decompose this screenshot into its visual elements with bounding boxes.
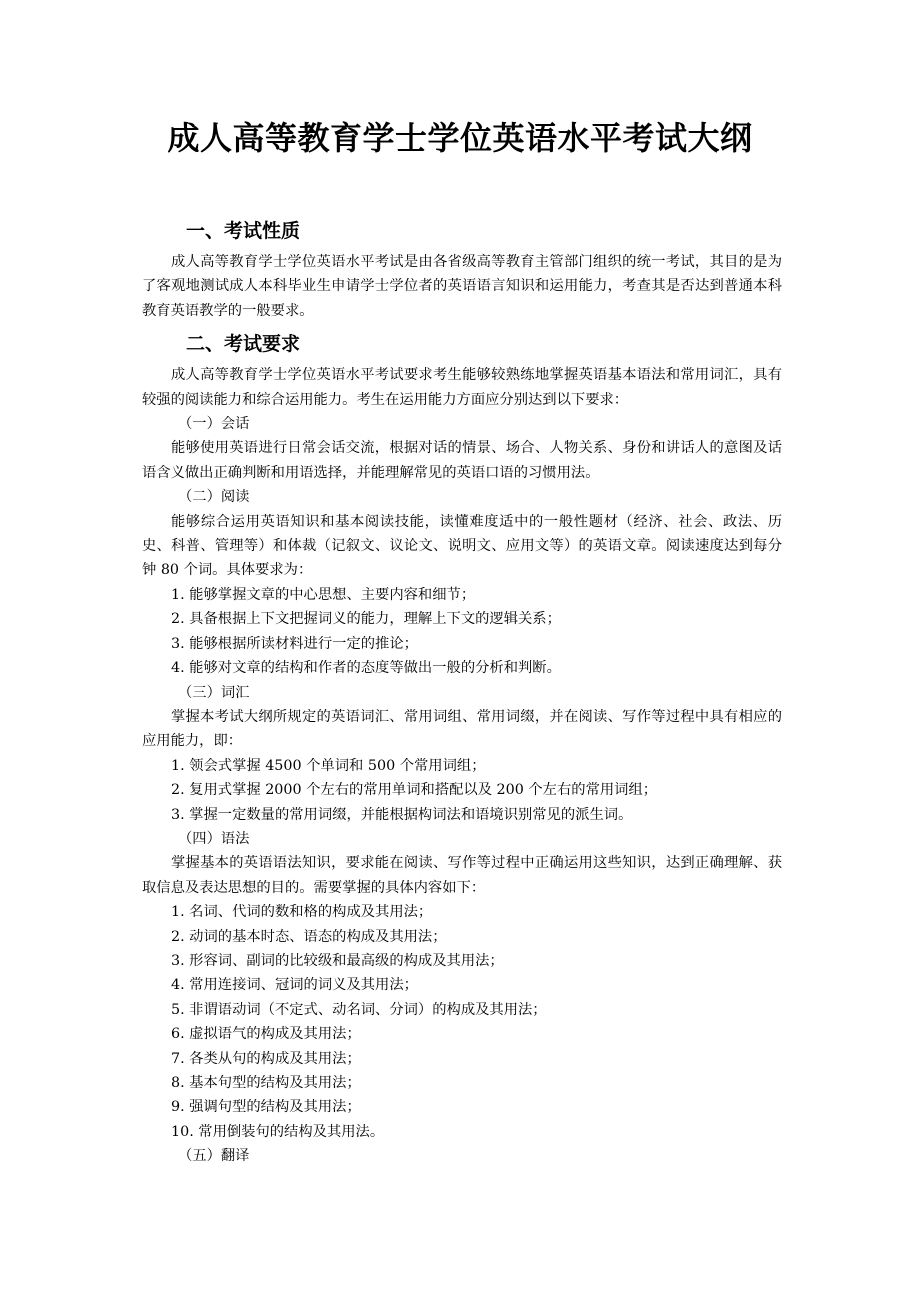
section-heading-exam-nature: 一、考试性质	[186, 220, 301, 242]
list-item: 1. 名词、代词的数和格的构成及其用法；	[171, 904, 433, 921]
list-item: 3. 形容词、副词的比较级和最高级的构成及其用法；	[171, 952, 504, 969]
subheading-vocabulary: （三）词汇	[178, 684, 250, 701]
list-item: 2. 具备根据上下文把握词义的能力，理解上下文的逻辑关系；	[171, 611, 561, 628]
list-item: 3. 能够根据所读材料进行一定的推论；	[171, 635, 418, 652]
paragraph-reading: 能够综合运用英语知识和基本阅读技能，读懂难度适中的一般性题材（经济、社会、政法、历史、科普、管理等）和体裁（记叙文、议论文、说明文、应用文等）的英语文章。阅读速度达到每分钟 80 个词。具体要求为：	[142, 513, 782, 579]
paragraph-conversation: 能够使用英语进行日常会话交流，根据对话的情景、场合、人物关系、身份和讲话人的意图及话语含义做出正确判断和用语选择，并能理解常见的英语口语的习惯用法。	[142, 440, 782, 481]
subheading-grammar: （四）语法	[178, 830, 250, 847]
paragraph-exam-nature: 成人高等教育学士学位英语水平考试是由各省级高等教育主管部门组织的统一考试，其目的是为了客观地测试成人本科毕业生申请学士学位者的英语语言知识和运用能力，考查其是否达到普通本科教育英语教学的一般要求。	[142, 254, 782, 319]
list-item: 1. 领会式掌握 4500 个单词和 500 个常用词组；	[171, 757, 486, 774]
paragraph-requirements-intro: 成人高等教育学士学位英语水平考试要求考生能够较熟练地掌握英语基本语法和常用词汇，具有较强的阅读能力和综合运用能力。考生在运用能力方面应分别达到以下要求：	[142, 367, 782, 408]
document-body	[142, 212, 782, 1169]
list-item: 10. 常用倒装句的结构及其用法。	[171, 1123, 385, 1140]
list-item: 4. 常用连接词、冠词的词义及其用法；	[171, 977, 418, 994]
document-title: 成人高等教育学士学位英语水平考试大纲	[167, 119, 753, 157]
subheading-conversation: （一）会话	[178, 416, 250, 433]
list-item: 9. 强调句型的结构及其用法；	[171, 1099, 361, 1116]
list-item: 6. 虚拟语气的构成及其用法；	[171, 1026, 361, 1043]
list-item: 7. 各类从句的构成及其用法；	[171, 1050, 361, 1067]
paragraph-grammar: 掌握基本的英语语法知识，要求能在阅读、写作等过程中正确运用这些知识，达到正确理解、获取信息及表达思想的目的。需要掌握的具体内容如下：	[142, 855, 782, 896]
list-item: 2. 复用式掌握 2000 个左右的常用单词和搭配以及 200 个左右的常用词组；	[171, 782, 658, 799]
list-item: 2. 动词的基本时态、语态的构成及其用法；	[171, 928, 447, 945]
subheading-translation: （五）翻译	[178, 1148, 250, 1165]
list-item: 3. 掌握一定数量的常用词缀，并能根据构词法和语境识别常见的派生词。	[171, 806, 633, 823]
subheading-reading: （二）阅读	[178, 489, 250, 506]
list-item: 4. 能够对文章的结构和作者的态度等做出一般的分析和判断。	[171, 660, 561, 677]
list-item: 5. 非谓语动词（不定式、动名词、分词）的构成及其用法；	[171, 1001, 547, 1018]
list-item: 8. 基本句型的结构及其用法；	[171, 1075, 361, 1091]
section-heading-exam-requirements: 二、考试要求	[186, 333, 301, 356]
paragraph-vocabulary: 掌握本考试大纲所规定的英语词汇、常用词组、常用词缀，并在阅读、写作等过程中具有相应的应用能力，即：	[142, 708, 782, 750]
list-item: 1. 能够掌握文章的中心思想、主要内容和细节；	[171, 586, 476, 603]
